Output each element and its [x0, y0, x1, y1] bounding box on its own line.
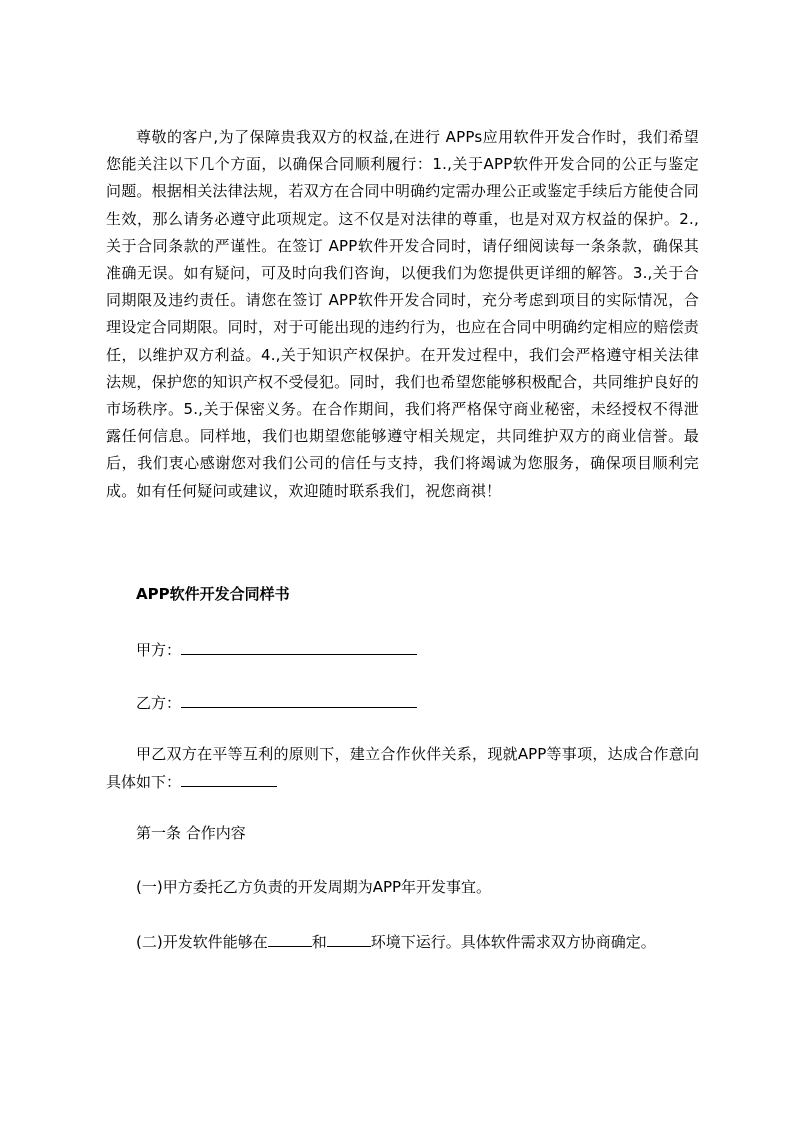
item2-suffix: 环境下运行。具体软件需求双方协商确定。 [370, 933, 656, 951]
party-b-label: 乙方： [136, 694, 182, 712]
preamble-blank [181, 772, 277, 787]
party-a-line [136, 640, 417, 660]
party-b-blank [181, 693, 417, 708]
item2-mid: 和 [311, 933, 327, 951]
article1-heading: 第一条 合作内容 [136, 824, 246, 842]
party-a-label: 甲方： [136, 641, 182, 659]
preamble-paragraph [106, 740, 699, 796]
party-b-line [136, 693, 417, 713]
item2-prefix: (二)开发软件能够在 [136, 933, 268, 951]
environment-blank-2 [327, 932, 371, 947]
intro-paragraph: 尊敬的客户,为了保障贵我双方的权益,在进行 APPs应用软件开发合作时，我们希望您能关注以下几个方面，以确保合同顺利履行：1.,关于APP软件开发合同的公正与鉴定问题。根据相关法律法规，若双方在合同中明确约定需办理公正或鉴定手续后方能使合同生效，那么请务必遵守此项规定。这不仅是对法律的尊重，也是对双方权益的保护。2.,关于合同条款的严谨性。在签订 APP软件开发合同时，请仔细阅读每一条条款，确保其准确无误。如有疑问，可及时向我们咨询，以便我们为您提供更详细的解答。3.,关于合同期限及违约责任。请您在签订 APP软件开发合同时，充分考虑到项目的实际情况，合理设定合同期限。同时，对于可能出现的违约行为，也应在合同中明确约定相应的赔偿责任，以维护双方利益。4.,关于知识产权保护。在开发过程中，我们会严格遵守相关法律法规，保护您的知识产权不受侵犯。同时，我们也希望您能够积极配合，共同维护良好的市场秩序。5.,关于保密义务。在合作期间，我们将严格保守商业秘密，未经授权不得泄露任何信息。同样地，我们也期望您能够遵守相关规定，共同维护双方的商业信誉。最后，我们衷心感谢您对我们公司的信任与支持，我们将竭诚为您服务，确保项目顺利完成。如有任何疑问或建议，欢迎随时联系我们，祝您商祺！ [106, 128, 699, 500]
preamble-text: 甲乙双方在平等互利的原则下，建立合作伙伴关系，现就APP等事项，达成合作意向具体如下： [106, 745, 699, 791]
party-a-blank [181, 640, 417, 655]
environment-blank-1 [268, 932, 312, 947]
contract-title: APP软件开发合同样书 [136, 585, 290, 603]
article1-item2 [136, 932, 656, 952]
article1-item1: (一)甲方委托乙方负责的开发周期为APP年开发事宜。 [136, 878, 492, 896]
